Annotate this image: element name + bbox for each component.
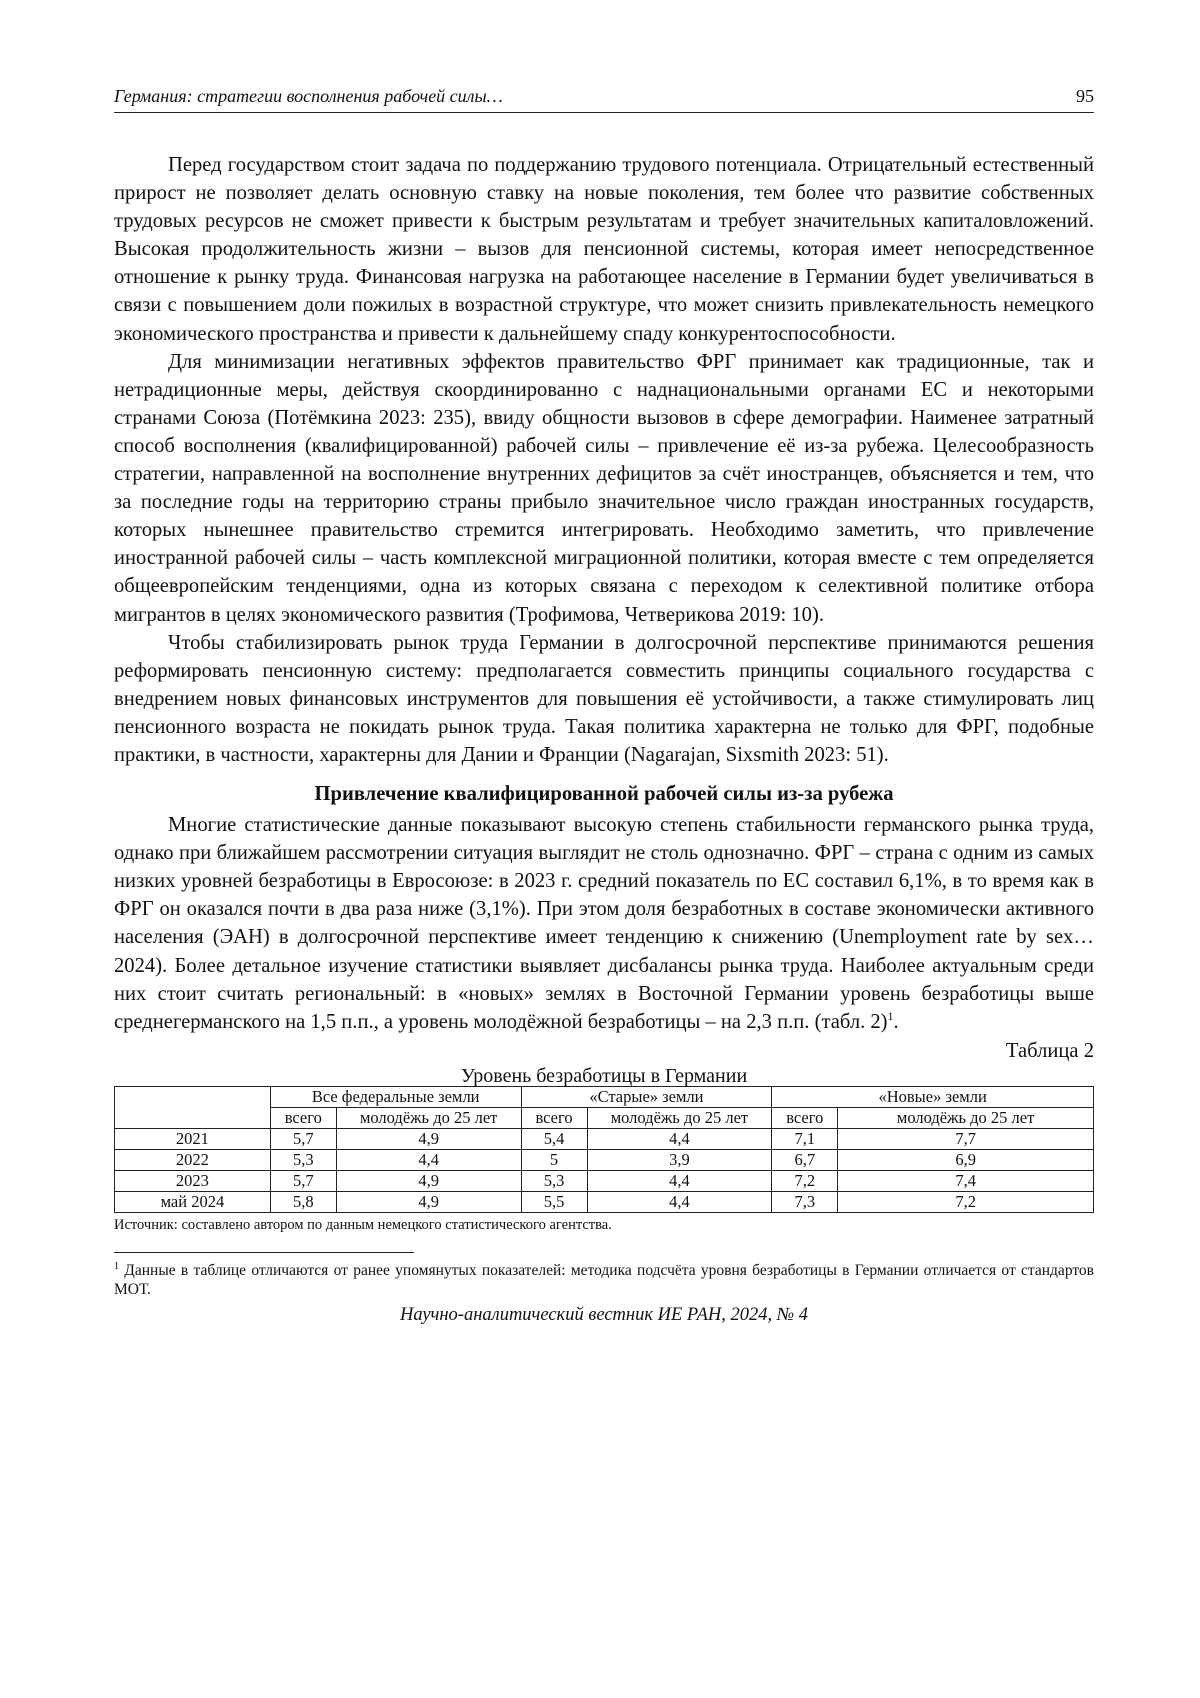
- footnote-number: 1: [114, 1260, 119, 1272]
- footnote: [114, 1261, 1094, 1299]
- table-cell: 7,2: [838, 1191, 1094, 1212]
- journal-footer: Научно-аналитический вестник ИЕ РАН, 2024, № 4: [399, 1304, 809, 1325]
- paragraph: Для минимизации негативных эффектов правительство ФРГ принимает как традиционные, так и нетрадиционные меры, действуя скоординированно с наднациональными органами ЕС и некоторыми странами Союза (Потёмкина 2023: 235), ввиду общности вызовов в сфере демографии. Наименее затратный способ восполнения (квалифицированной) рабочей силы – привлечение её из-за рубежа. Целесообразность стратегии, направленной на восполнение внутренних дефицитов за счёт иностранцев, объясняется и тем, что за последние годы на территорию страны прибыло значительное число граждан иностранных государств, которых нынешнее правительство стремится интегрировать. Необходимо заметить, что привлечение иностранной рабочей силы – часть комплексной миграционной политики, которая вместе с тем определяется общеевропейским тенденциями, одна из которых связана с переходом к селективной политике отбора мигрантов в целях экономического развития (Трофимова, Четверикова 2019: 10).: [114, 350, 1094, 626]
- table-cell: 5,4: [521, 1128, 587, 1149]
- column-header-youth: молодёжь до 25 лет: [838, 1107, 1094, 1128]
- row-period: 2022: [115, 1149, 271, 1170]
- column-group-old: «Старые» земли: [521, 1086, 772, 1107]
- table-label: Таблица 2: [1005, 1039, 1094, 1062]
- article-body: [114, 151, 1094, 1036]
- table-cell: 5,3: [270, 1149, 336, 1170]
- table-cell: 4,4: [336, 1149, 521, 1170]
- table-cell: 5,7: [270, 1170, 336, 1191]
- table-cell: 5,7: [270, 1128, 336, 1149]
- table-cell: 7,2: [772, 1170, 838, 1191]
- column-header-youth: молодёжь до 25 лет: [587, 1107, 772, 1128]
- paragraph: [114, 811, 1094, 1036]
- table-cell: 7,4: [838, 1170, 1094, 1191]
- table-cell: 4,4: [587, 1191, 772, 1212]
- column-header-total: всего: [270, 1107, 336, 1128]
- table-title: Уровень безработицы в Германии: [460, 1064, 748, 1087]
- paragraph-text: Многие статистические данные показывают высокую степень стабильности германского рынка труда, однако при ближайшем рассмотрении ситуация выглядит не столь однозначно. ФРГ – страна с одним из самых низких уровней безработицы в Евросоюзе: в 2023 г. средний показатель по ЕС составил 6,1%, в то время как в ФРГ он оказался почти в два раза ниже (3,1%). При этом доля безработных в составе экономически активного населения (ЭАН) в долгосрочной перспективе имеет тенденцию к снижению (Unemployment rate by sex… 2024). Более детальное изучение статистики выявляет дисбалансы рынка труда. Наиболее актуальным среди них стоит считать региональный: в «новых» землях в Восточной Германии уровень безработицы выше среднегерманского на 1,5 п.п., а уровень молодёжной безработицы – на 2,3 п.п. (табл. 2): [114, 814, 1094, 1033]
- section-heading: Привлечение квалифицированной рабочей силы из-за рубежа: [314, 783, 894, 806]
- column-header-total: всего: [772, 1107, 838, 1128]
- table-cell: 6,7: [772, 1149, 838, 1170]
- table-row: [115, 1128, 1094, 1149]
- table-cell: 6,9: [838, 1149, 1094, 1170]
- row-period: май 2024: [115, 1191, 271, 1212]
- column-group-new: «Новые» земли: [772, 1086, 1094, 1107]
- table-cell: 4,9: [336, 1128, 521, 1149]
- footnote-text: Данные в таблице отличаются от ранее упомянутых показателей: методика подсчёта уровня безработицы в Германии отличается от стандартов МОТ.: [114, 1261, 1094, 1298]
- table-cell: 4,4: [587, 1170, 772, 1191]
- table-cell: 3,9: [587, 1149, 772, 1170]
- column-group-all: Все федеральные земли: [270, 1086, 521, 1107]
- table-cell: 5,3: [521, 1170, 587, 1191]
- table-cell: 4,9: [336, 1170, 521, 1191]
- table-row: [115, 1191, 1094, 1212]
- footnote-ref[interactable]: 1: [887, 1008, 894, 1023]
- column-header-total: всего: [521, 1107, 587, 1128]
- table-cell: 5: [521, 1149, 587, 1170]
- paragraph: Чтобы стабилизировать рынок труда Германии в долгосрочной перспективе принимаются решения реформировать пенсионную систему: предполагается совместить принципы социального государства с внедрением новых финансовых инструментов для повышения её устойчивости, а также стимулировать лиц пенсионного возраста не покидать рынок труда. Такая политика характерна не только для ФРГ, подобные практики, в частности, характерны для Дании и Франции (Nagarajan, Sixsmith 2023: 51).: [114, 631, 1094, 766]
- paragraph-end: .: [893, 1010, 899, 1033]
- table-cell: 7,7: [838, 1128, 1094, 1149]
- table-cell: 5,8: [270, 1191, 336, 1212]
- table-cell: 4,4: [587, 1128, 772, 1149]
- page: [114, 80, 1094, 1326]
- table-corner-cell: [115, 1086, 271, 1128]
- table-cell: 5,5: [521, 1191, 587, 1212]
- table-source-note: Источник: составлено автором по данным немецкого статистического агентства.: [114, 1216, 612, 1233]
- column-header-youth: молодёжь до 25 лет: [336, 1107, 521, 1128]
- table-row: [115, 1170, 1094, 1191]
- table-cell: 7,3: [772, 1191, 838, 1212]
- page-number: 95: [1076, 86, 1094, 106]
- table-cell: 4,9: [336, 1191, 521, 1212]
- footnote-divider: [114, 1252, 414, 1253]
- table-cell: 7,1: [772, 1128, 838, 1149]
- table-row: [115, 1149, 1094, 1170]
- unemployment-table: [114, 1086, 1094, 1213]
- paragraph: Перед государством стоит задача по поддержанию трудового потенциала. Отрицательный естественный прирост не позволяет делать основную ставку на новые поколения, тем более что развитие собственных трудовых ресурсов не сможет привести к быстрым результатам и требует значительных капиталовложений. Высокая продолжительность жизни – вызов для пенсионной системы, которая имеет непосредственное отношение к рынку труда. Финансовая нагрузка на работающее население в Германии будет увеличиваться в связи с повышением доли пожилых в возрастной структуре, что может снизить привлекательность немецкого экономического пространства и привести к дальнейшему спаду конкурентоспособности.: [114, 154, 1094, 345]
- running-header: [114, 80, 1094, 113]
- row-period: 2021: [115, 1128, 271, 1149]
- row-period: 2023: [115, 1170, 271, 1191]
- running-title: Германия: стратегии восполнения рабочей силы…: [114, 86, 503, 106]
